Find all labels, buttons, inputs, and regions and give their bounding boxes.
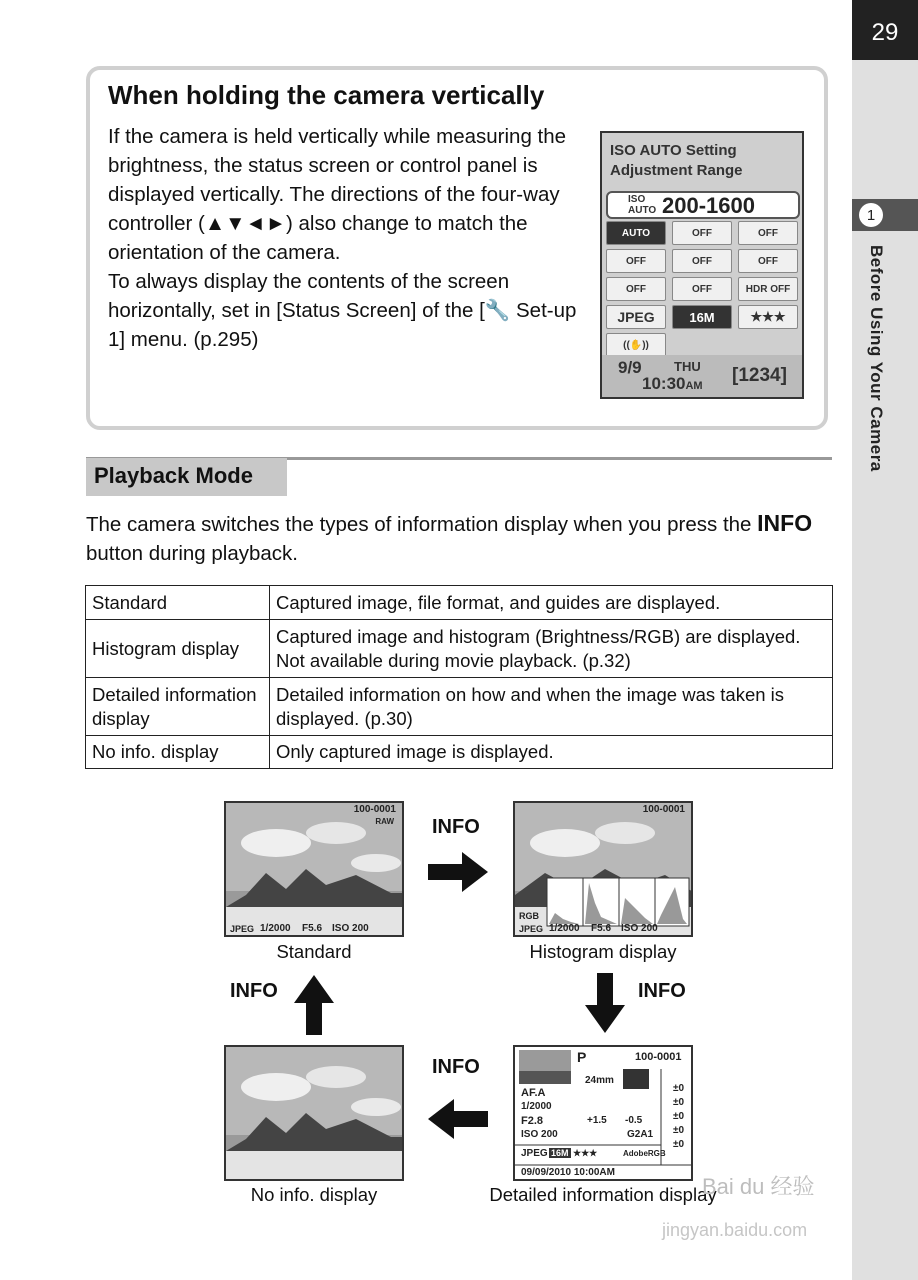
caption-histogram: Histogram display <box>529 941 677 962</box>
detail-format: JPEG <box>521 1148 548 1159</box>
histogram-screen <box>513 801 693 937</box>
section-heading: Playback Mode <box>86 458 287 496</box>
raw-label: RAW <box>375 817 394 826</box>
iso-range-value: 200-1600 <box>662 193 755 218</box>
intro-text-after: button during playback. <box>86 542 298 565</box>
info-label-top: INFO <box>432 816 480 838</box>
modes-table <box>85 585 833 769</box>
hdr-off-icon: HDR OFF <box>738 277 798 301</box>
panel-heading-line1: ISO AUTO Setting <box>610 142 737 159</box>
chapter-title: Before Using Your Camera <box>867 245 886 472</box>
mode-name: No info. display <box>86 736 270 769</box>
mode-description: Only captured image is displayed. <box>270 736 833 769</box>
aperture-label: F5.6 <box>591 923 612 934</box>
detail-af: AF.A <box>521 1087 546 1099</box>
info-label-right: INFO <box>638 980 686 1002</box>
format-label: JPEG <box>519 924 544 934</box>
iso-label: ISO 200 <box>621 923 658 934</box>
panel-footer <box>602 355 802 397</box>
mode-name: Standard <box>86 586 270 620</box>
off-icon: OFF <box>606 249 666 273</box>
standard-screen <box>224 801 404 937</box>
note-paragraph-2: To always display the contents of the screen horizontally, set in [Status Screen] of the [🔧 Set-up 1] menu. (p.295) <box>108 270 577 351</box>
page-number: 29 <box>852 0 918 60</box>
mode-name: Histogram display <box>86 620 270 678</box>
iso-label-top: ISO <box>628 194 646 205</box>
detail-datetime: 09/09/2010 10:00AM <box>521 1167 615 1178</box>
detail-size: 16M <box>551 1148 569 1158</box>
arrow-left-icon <box>428 1097 488 1141</box>
caption-detailed: Detailed information display <box>489 1184 717 1205</box>
file-number: 100-0001 <box>642 804 685 815</box>
note-paragraph-1: If the camera is held vertically while measuring the brightness, the status screen or control panel is displayed vertically. The directions of the four-way controller (▲▼◄►) also change to match the orientation of the camera. <box>108 125 567 264</box>
detail-aperture: F2.8 <box>521 1115 544 1127</box>
table-row <box>86 620 833 678</box>
off-icon: OFF <box>738 249 798 273</box>
mode-description: Captured image, file format, and guides are displayed. <box>270 586 833 620</box>
iso-auto-label <box>628 194 656 216</box>
detail-file-number: 100-0001 <box>635 1051 682 1063</box>
panel-date: 9/9 <box>618 358 642 377</box>
watermark-url: jingyan.baidu.com <box>662 1220 808 1240</box>
table-row <box>86 678 833 736</box>
arrow-down-icon <box>583 973 627 1033</box>
shake-reduction-icon: ((✋)) <box>606 333 666 357</box>
section-intro <box>86 509 836 568</box>
detail-flash-comp: -0.5 <box>625 1115 643 1126</box>
table-row <box>86 736 833 769</box>
chapter-number: 1 <box>859 203 883 227</box>
off-icon: OFF <box>738 221 798 245</box>
detail-iso: ISO 200 <box>521 1129 558 1140</box>
table-row <box>86 586 833 620</box>
shutter-label: 1/2000 <box>549 923 580 934</box>
panel-heading-line2: Adjustment Range <box>610 162 743 179</box>
panel-ampm: AM <box>685 380 703 392</box>
status-screen-vertical <box>600 131 804 399</box>
intro-text-before: The camera switches the types of information display when you press the <box>86 513 752 536</box>
caption-no-info: No info. display <box>250 1184 378 1205</box>
note-title: When holding the camera vertically <box>108 80 545 110</box>
file-number: 100-0001 <box>353 804 396 815</box>
shots-remaining: [1234] <box>732 365 787 386</box>
caption-standard: Standard <box>276 941 352 962</box>
detail-wb: G2A1 <box>627 1129 654 1140</box>
panel-day: THU <box>674 359 701 374</box>
off-icon: OFF <box>672 249 732 273</box>
detail-quality: ★★★ <box>573 1148 598 1158</box>
detail-adjust-4: ±0 <box>673 1125 685 1136</box>
detail-adjust-5: ±0 <box>673 1139 685 1150</box>
landscape-photo-with-histogram <box>515 803 693 937</box>
panel-heading <box>610 141 743 181</box>
shutter-label: 1/2000 <box>260 923 291 934</box>
detail-adjust-2: ±0 <box>673 1097 685 1108</box>
info-label-bottom: INFO <box>432 1056 480 1078</box>
iso-label: ISO 200 <box>332 923 369 934</box>
watermark-logo: Bai du 经验 <box>702 1174 815 1199</box>
detail-mode: P <box>577 1049 587 1065</box>
size-icon: 16M <box>672 305 732 329</box>
detail-colorspace: AdobeRGB <box>623 1149 666 1158</box>
detail-thumbnail <box>515 1047 693 1181</box>
quality-icon: ★★★ <box>738 305 798 329</box>
off-icon: OFF <box>606 277 666 301</box>
panel-time-value: 10:30 <box>642 374 686 393</box>
arrow-right-icon <box>428 850 488 894</box>
iso-label-bottom: AUTO <box>628 205 657 216</box>
chapter-side-bar <box>852 0 918 1280</box>
panel-time <box>642 374 703 394</box>
detail-shutter: 1/2000 <box>521 1101 552 1112</box>
arrow-up-icon <box>292 973 336 1035</box>
note-body <box>108 122 578 354</box>
detail-adjust-3: ±0 <box>673 1111 685 1122</box>
iso-range-bar <box>606 191 800 219</box>
auto-icon: AUTO <box>606 221 666 245</box>
mode-description: Detailed information on how and when the image was taken is displayed. (p.30) <box>270 678 833 736</box>
info-keyword: INFO <box>757 510 813 536</box>
rgb-label: RGB <box>519 911 539 921</box>
landscape-photo <box>226 1047 404 1181</box>
jpeg-icon: JPEG <box>606 305 666 329</box>
detail-focal: 24mm <box>585 1075 614 1086</box>
detail-ev: +1.5 <box>587 1115 607 1126</box>
aperture-label: F5.6 <box>302 923 323 934</box>
detail-adjust-1: ±0 <box>673 1083 685 1094</box>
format-label: JPEG <box>230 924 255 934</box>
mode-description: Captured image and histogram (Brightness/RGB) are displayed. Not available during movie playback. (p.32) <box>270 620 833 678</box>
info-label-left: INFO <box>230 980 278 1002</box>
off-icon: OFF <box>672 221 732 245</box>
no-info-screen <box>224 1045 404 1181</box>
mode-name: Detailed information display <box>86 678 270 736</box>
detailed-info-screen <box>513 1045 693 1181</box>
off-icon: OFF <box>672 277 732 301</box>
